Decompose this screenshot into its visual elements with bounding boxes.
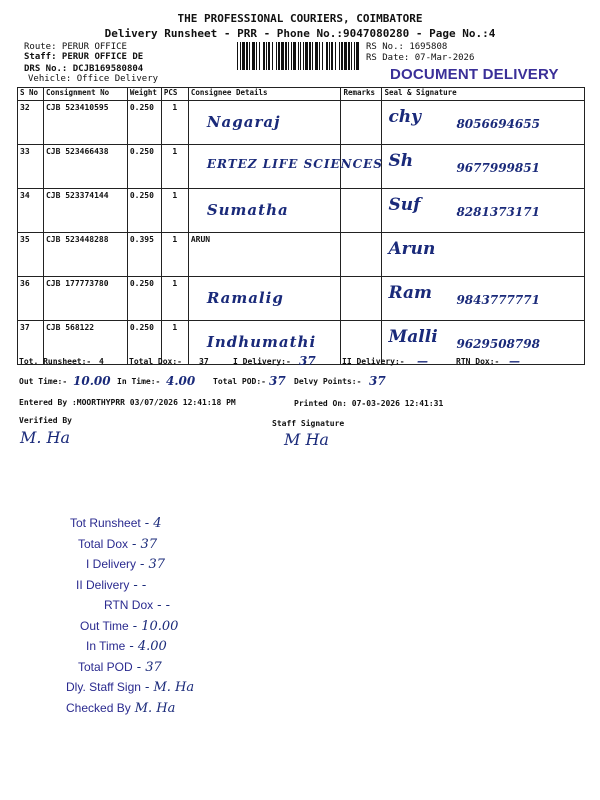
entered-by: Entered By :MOORTHYPRR 03/07/2026 12:41:18 PM	[19, 398, 236, 407]
printed-on: Printed On: 07-03-2026 12:41:31	[294, 399, 444, 408]
stamp-label: Total POD	[78, 659, 133, 674]
times-line	[19, 375, 589, 389]
phone-number: 9629508798	[456, 337, 540, 351]
rtn-dox-value: —	[509, 355, 520, 368]
seal-cell	[382, 233, 585, 277]
phone-number: 9677999851	[456, 161, 540, 175]
barcode-bar	[322, 42, 323, 70]
barcode-bar	[242, 42, 245, 70]
phone-number: 9843777771	[456, 293, 540, 307]
weight-cell: 0.250	[127, 101, 161, 145]
barcode-bar	[312, 42, 313, 70]
stamp-line	[78, 533, 157, 552]
seal-signature: Sh	[388, 151, 414, 171]
remarks-cell	[341, 277, 382, 321]
stamp-value: - 37	[140, 557, 166, 572]
barcode-bar	[341, 42, 343, 70]
drs-number: DRS No.: DCJB169580804	[24, 64, 144, 74]
barcode-bar	[356, 42, 359, 70]
barcode-bar	[285, 42, 287, 70]
rs-date: RS Date: 07-Mar-2026	[366, 53, 475, 63]
table-row	[18, 233, 585, 277]
weight-cell: 0.250	[127, 145, 161, 189]
barcode-bar	[335, 42, 336, 70]
stamp-value: - 10.00	[132, 618, 179, 634]
stamp-label: Total Dox	[78, 536, 129, 551]
sno-cell: 34	[18, 189, 44, 233]
out-time-value: 10.00	[73, 374, 111, 388]
delvy-points-value: 37	[369, 374, 386, 388]
barcode-bar	[354, 42, 355, 70]
consignee-handwritten: Indhumathi	[206, 333, 317, 351]
consignee-handwritten: Ramalig	[206, 289, 284, 307]
route-text: Route: PERUR OFFICE	[24, 42, 127, 52]
phone-number: 8281373171	[456, 205, 540, 219]
table-row	[18, 189, 585, 233]
seal-cell	[382, 101, 585, 145]
barcode-bar	[329, 42, 330, 70]
barcode-bar	[246, 42, 248, 70]
weight-cell: 0.250	[127, 321, 161, 365]
sno-cell: 36	[18, 277, 44, 321]
seal-cell	[382, 145, 585, 189]
pcs-cell: 1	[161, 233, 188, 277]
in-time-label: In Time:-	[117, 377, 161, 386]
tot-runsheet-value: 4	[99, 357, 104, 366]
stamp-line	[66, 676, 194, 695]
consignee-printed: ARUN	[190, 235, 211, 244]
stamp-line	[76, 574, 146, 593]
stamp-value: - -	[157, 598, 171, 613]
barcode-bar	[281, 42, 284, 70]
stamp-value: - M. Ha	[144, 680, 195, 695]
sno-cell: 37	[18, 321, 44, 365]
rs-number: RS No.: 1695808	[366, 42, 448, 52]
seal-signature: chy	[388, 107, 422, 127]
barcode-bar	[252, 42, 255, 70]
barcode-bar	[263, 42, 265, 70]
pcs-cell: 1	[161, 277, 188, 321]
table-row	[18, 145, 585, 189]
barcode-bar	[268, 42, 270, 70]
stamp-label: Dly. Staff Sign	[66, 680, 141, 694]
weight-cell: 0.250	[127, 189, 161, 233]
stamp-line	[86, 635, 167, 654]
delivery-stamp	[60, 512, 280, 722]
vehicle-text: Vehicle: Office Delivery	[28, 74, 159, 84]
seal-signature: Arun	[388, 239, 436, 259]
ii-delivery-label: II Delivery:-	[342, 357, 405, 366]
i-delivery-label: I Delivery:-	[233, 357, 291, 366]
barcode-bar	[291, 42, 292, 70]
barcode-bar	[259, 42, 260, 70]
staff-signature-label: Staff Signature	[272, 419, 345, 428]
barcode-bar	[266, 42, 267, 70]
col-remarks: Remarks	[341, 88, 382, 101]
consignee-cell	[188, 277, 341, 321]
stamp-line	[86, 553, 165, 572]
consignment-cell: CJB 523448288	[43, 233, 127, 277]
in-time-value: 4.00	[166, 374, 196, 388]
company-title: THE PROFESSIONAL COURIERS, COIMBATORE	[177, 12, 423, 25]
seal-signature: Ram	[388, 283, 432, 303]
barcode-bar	[237, 42, 238, 70]
barcode-bar	[240, 42, 241, 70]
total-pod-label: Total POD:-	[213, 377, 266, 386]
seal-signature: Malli	[388, 327, 438, 347]
weight-cell: 0.250	[127, 277, 161, 321]
stamp-line	[78, 656, 162, 675]
barcode-bar	[326, 42, 328, 70]
consignment-cell: CJB 568122	[43, 321, 127, 365]
barcode-bar	[276, 42, 277, 70]
consignee-handwritten: Nagaraj	[206, 113, 281, 131]
table-row	[18, 101, 585, 145]
stamp-value: - 37	[132, 536, 158, 552]
consignee-cell	[188, 145, 383, 189]
stamp-line	[80, 615, 178, 634]
staff-text: Staff: PERUR OFFICE DE	[24, 52, 144, 62]
barcode-bar	[315, 42, 318, 70]
consignee-handwritten: Sumatha	[206, 201, 289, 219]
ii-delivery-value: —	[417, 355, 428, 368]
barcode-bar	[348, 42, 350, 70]
consignee-handwritten: ERTEZ LIFE SCIENCES	[206, 157, 383, 171]
stamp-value: - 4	[144, 516, 162, 531]
stamp-value: - 37	[136, 659, 162, 675]
consignment-cell: CJB 523466438	[43, 145, 127, 189]
phone-number: 8056694655	[456, 117, 540, 131]
consignee-cell	[188, 189, 341, 233]
col-seal: Seal & Signature	[382, 88, 585, 101]
col-consignment: Consignment No	[43, 88, 127, 101]
barcode-bar	[288, 42, 289, 70]
table-row	[18, 277, 585, 321]
sno-cell: 33	[18, 145, 44, 189]
barcode-bar	[309, 42, 311, 70]
seal-cell	[382, 277, 585, 321]
delvy-points-label: Delvy Points:-	[294, 377, 362, 386]
consignment-cell: CJB 177773780	[43, 277, 127, 321]
total-dox-label: Total Dox:-	[129, 357, 182, 366]
out-time-label: Out Time:-	[19, 377, 68, 386]
stamp-label: In Time	[86, 639, 126, 653]
stamp-line	[104, 594, 170, 613]
staff-signature: M Ha	[284, 430, 329, 449]
pcs-cell: 1	[161, 189, 188, 233]
col-sno: S No	[18, 88, 44, 101]
i-delivery-value: 37	[299, 354, 316, 368]
delivery-table	[17, 87, 585, 365]
stamp-label: Checked By	[66, 700, 131, 715]
totals-line	[19, 354, 589, 369]
remarks-cell	[341, 189, 382, 233]
stamp-label: II Delivery	[76, 577, 130, 592]
barcode-bar	[278, 42, 280, 70]
remarks-cell	[341, 233, 382, 277]
total-dox-value: 37	[199, 357, 209, 366]
rtn-dox-label: RTN Dox:-	[456, 357, 500, 366]
stamp-label: Tot Runsheet	[70, 516, 141, 530]
pcs-cell: 1	[161, 101, 188, 145]
remarks-cell	[341, 101, 382, 145]
pcs-cell: 1	[161, 321, 188, 365]
stamp-value: - -	[133, 577, 147, 593]
barcode-bar	[339, 42, 340, 70]
stamp-label: Out Time	[80, 618, 129, 633]
seal-signature: Suf	[388, 195, 421, 215]
consignee-cell	[188, 101, 341, 145]
sno-cell: 35	[18, 233, 44, 277]
sno-cell: 32	[18, 101, 44, 145]
verified-by-label: Verified By	[19, 416, 72, 425]
barcode-bar	[256, 42, 257, 70]
col-consignee: Consignee Details	[188, 88, 341, 101]
barcode-bar	[305, 42, 308, 70]
runsheet-title: Delivery Runsheet - PRR - Phone No.:9047080280 - Page No.:4	[104, 27, 496, 40]
col-weight: Weight	[127, 88, 161, 101]
barcode-bar	[331, 42, 333, 70]
document-delivery-title: DOCUMENT DELIVERY	[390, 66, 559, 83]
barcode-bar	[300, 42, 301, 70]
stamp-value: M. Ha	[134, 700, 176, 716]
col-pcs: PCS	[161, 88, 188, 101]
barcode-bar	[351, 42, 352, 70]
stamp-line	[70, 512, 162, 531]
barcode-bar	[293, 42, 296, 70]
barcode	[237, 42, 363, 70]
barcode-bar	[249, 42, 250, 70]
consignment-cell: CJB 523410595	[43, 101, 127, 145]
barcode-bar	[303, 42, 304, 70]
verified-signature: M. Ha	[20, 428, 71, 447]
barcode-bar	[344, 42, 347, 70]
tot-runsheet-label: Tot. Runsheet:-	[19, 357, 92, 366]
pcs-cell: 1	[161, 145, 188, 189]
consignee-cell	[188, 233, 341, 277]
barcode-bar	[272, 42, 273, 70]
seal-cell	[382, 189, 585, 233]
barcode-bar	[319, 42, 320, 70]
stamp-value: - 4.00	[129, 639, 167, 654]
stamp-line	[66, 697, 175, 716]
stamp-label: RTN Dox	[104, 598, 154, 612]
total-pod-value: 37	[269, 374, 286, 388]
barcode-bar	[298, 42, 299, 70]
consignment-cell: CJB 523374144	[43, 189, 127, 233]
stamp-label: I Delivery	[86, 557, 137, 571]
weight-cell: 0.395	[127, 233, 161, 277]
table-header-row	[18, 88, 585, 101]
